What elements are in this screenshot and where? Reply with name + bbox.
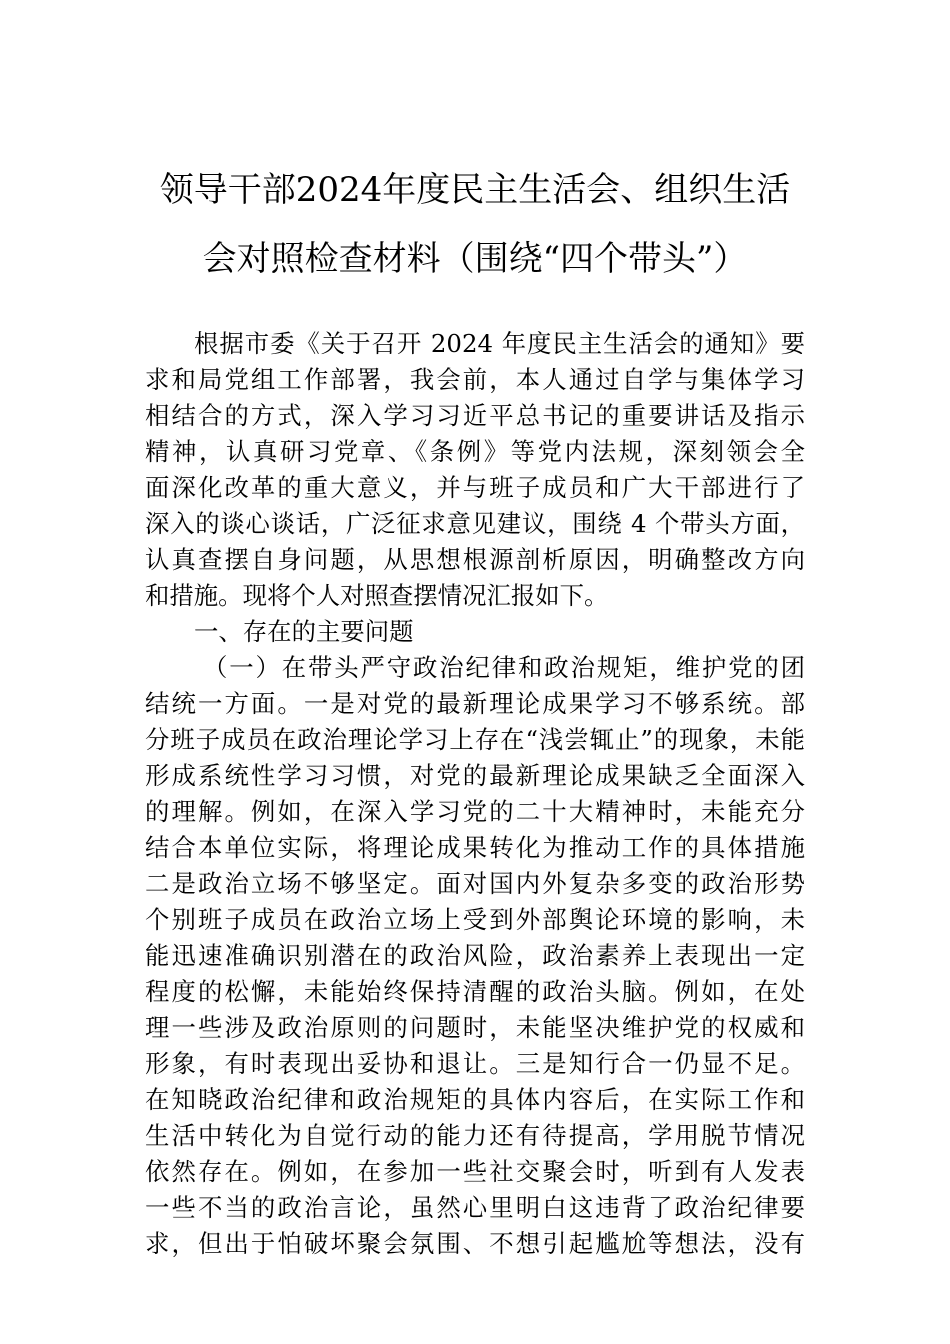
text-line: 精神，认真研习党章、《条例》等党内法规，深刻领会全 xyxy=(145,437,805,466)
paragraph-introduction xyxy=(145,326,805,614)
text-line: 分班子成员在政治理论学习上存在“浅尝辄止”的现象，未能 xyxy=(145,725,805,754)
document-title-line-1: 领导干部2024年度民主生活会、组织生活 xyxy=(159,170,791,210)
text-line: 二是政治立场不够坚定。面对国内外复杂多变的政治形势 xyxy=(145,869,805,898)
text-line: 理一些涉及政治原则的问题时，未能坚决维护党的权威和 xyxy=(145,1013,805,1042)
text-line: 结统一方面。一是对党的最新理论成果学习不够系统。部 xyxy=(145,689,805,718)
text-line: 相结合的方式，深入学习习近平总书记的重要讲话及指示 xyxy=(145,401,805,430)
document-title-line-2: 会对照检查材料（围绕“四个带头”） xyxy=(202,239,748,279)
text-line: 依然存在。例如，在参加一些社交聚会时，听到有人发表 xyxy=(145,1157,805,1186)
section-heading xyxy=(145,614,805,650)
text-line: 深入的谈心谈话，广泛征求意见建议，围绕 4 个带头方面， xyxy=(145,509,805,538)
paragraph-subsection-1 xyxy=(145,650,805,1262)
text-line: 形成系统性学习习惯，对党的最新理论成果缺乏全面深入 xyxy=(145,761,805,790)
text-line: 程度的松懈，未能始终保持清醒的政治头脑。例如，在处 xyxy=(145,977,805,1006)
text-line: 根据市委《关于召开 2024 年度民主生活会的通知》要 xyxy=(194,329,805,358)
section-heading-text: 一、存在的主要问题 xyxy=(194,617,414,646)
text-line: （一）在带头严守政治纪律和政治规矩，维护党的团 xyxy=(203,653,805,682)
text-line: 生活中转化为自觉行动的能力还有待提高，学用脱节情况 xyxy=(145,1121,805,1150)
document-body xyxy=(145,326,805,1262)
text-line: 的理解。例如，在深入学习党的二十大精神时，未能充分 xyxy=(145,797,805,826)
text-line: 和措施。现将个人对照查摆情况汇报如下。 xyxy=(145,581,609,610)
text-line: 面深化改革的重大意义，并与班子成员和广大干部进行了 xyxy=(145,473,805,502)
text-line: 结合本单位实际，将理论成果转化为推动工作的具体措施 xyxy=(145,833,805,862)
text-line: 一些不当的政治言论，虽然心里明白这违背了政治纪律要 xyxy=(145,1193,805,1222)
text-line: 求，但出于怕破坏聚会氛围、不想引起尴尬等想法，没有 xyxy=(145,1229,805,1258)
text-line: 形象，有时表现出妥协和退让。三是知行合一仍显不足。 xyxy=(145,1049,805,1078)
text-line: 在知晓政治纪律和政治规矩的具体内容后，在实际工作和 xyxy=(145,1085,805,1114)
text-line: 能迅速准确识别潜在的政治风险，政治素养上表现出一定 xyxy=(145,941,805,970)
text-line: 认真查摆自身问题，从思想根源剖析原因，明确整改方向 xyxy=(145,545,805,574)
text-line: 个别班子成员在政治立场上受到外部舆论环境的影响，未 xyxy=(145,905,805,934)
text-line: 求和局党组工作部署，我会前，本人通过自学与集体学习 xyxy=(145,365,805,394)
